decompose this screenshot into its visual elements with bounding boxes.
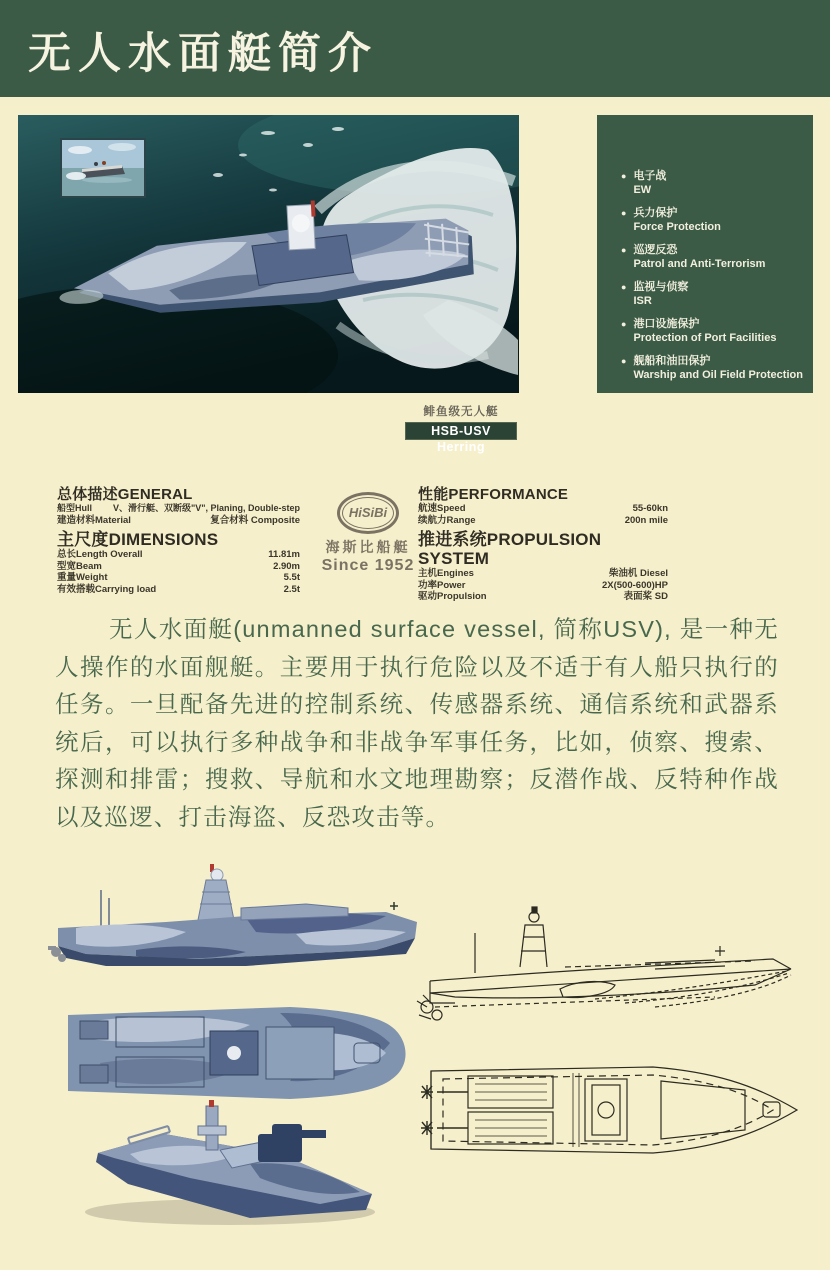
mission-en: Warship and Oil Field Protection — [633, 369, 803, 381]
bullet-icon — [621, 243, 626, 271]
hsb-logo-icon: HiSiBi — [337, 492, 399, 534]
bullet-icon — [621, 169, 626, 197]
spec-row: 主机Engines 柴油机 Diesel — [418, 568, 668, 579]
spec-row: 重量Weight 5.5t — [57, 572, 300, 583]
bullet-icon — [621, 317, 626, 345]
mission-en: Protection of Port Facilities — [633, 332, 777, 344]
mission-en: Patrol and Anti-Terrorism — [633, 258, 766, 270]
page-title: 无人水面艇简介 — [28, 30, 378, 78]
inset-boat-image — [62, 140, 144, 196]
mission-item — [621, 169, 805, 197]
mission-item — [621, 354, 805, 382]
section-title-general: 总体描述GENERAL — [57, 486, 193, 503]
bullet-icon — [621, 206, 626, 234]
bullet-icon — [621, 354, 626, 382]
spec-row: 续航力Range 200n mile — [418, 514, 668, 526]
mission-zh: 电子战 — [633, 170, 667, 182]
mission-item — [621, 206, 805, 234]
mission-en: Force Protection — [633, 221, 721, 233]
spec-row: 驱动Propulsion 表面桨 SD — [418, 591, 668, 602]
missions-panel — [597, 115, 813, 393]
spec-row: 航速Speed 55-60kn — [418, 503, 668, 514]
mission-item — [621, 243, 805, 271]
spec-row: 船型Hull V、滑行艇、双断级"V", Planing, Double-step — [57, 503, 300, 513]
perspective-view-render — [70, 1098, 400, 1233]
company-since: Since 1952 — [321, 557, 415, 574]
mission-zh: 舰船和油田保护 — [633, 355, 711, 367]
mission-zh: 兵力保护 — [633, 207, 678, 219]
mission-zh: 监视与侦察 — [633, 281, 689, 293]
mission-en: EW — [633, 184, 652, 196]
spec-row: 功率Power 2X(500-600)HP — [418, 579, 668, 591]
mission-item — [621, 317, 805, 345]
company-logo — [316, 492, 420, 575]
mission-en: ISR — [633, 295, 652, 307]
section-title-performance: 性能PERFORMANCE — [418, 486, 569, 503]
inset-photo — [60, 138, 146, 198]
spec-row: 型宽Beam 2.90m — [57, 560, 300, 572]
mission-zh: 巡逻反恐 — [633, 244, 678, 256]
bullet-icon — [621, 280, 626, 308]
side-view-render — [46, 862, 421, 995]
specs-right-column — [418, 486, 668, 603]
bottom-view-line-drawing — [413, 1063, 803, 1158]
description-paragraph: 无人水面艇(unmanned surface vessel, 简称USV), 是一种无人操作的水面舰艇。主要用于执行危险以及不适于有人船只执行的任务。一旦配备先进的控制系统、传感器系统、通信系统和武器系统后，可以执行多种战争和非战争军事任务，比如，侦察、搜索、探测和排雷；搜救、导航和水文地理勘察；反潜作战、反特种作战以及巡逻、打击海盗、反恐攻击等。 — [55, 616, 779, 830]
spec-row: 建造材料Material 复合材料 Composite — [57, 514, 300, 526]
section-title-dimensions: 主尺度DIMENSIONS — [57, 530, 219, 549]
model-badge: HSB-USV Herring — [405, 422, 517, 440]
section-title-propulsion: 推进系统PROPULSION SYSTEM — [418, 530, 602, 568]
spec-row: 总长Length Overall 11.81m — [57, 549, 300, 560]
photo-caption: 鲱鱼级无人艇 — [423, 406, 499, 418]
specs-left-column — [57, 486, 300, 595]
spec-row: 有效搭载Carrying load 2.5t — [57, 583, 300, 595]
mission-zh: 港口设施保护 — [633, 318, 700, 330]
company-name: 海斯比船艇 — [325, 539, 411, 555]
top-view-render — [60, 1003, 415, 1103]
mission-item — [621, 280, 805, 308]
page-header — [0, 0, 830, 97]
usv-photo — [18, 115, 519, 393]
side-view-line-drawing — [415, 903, 800, 1045]
